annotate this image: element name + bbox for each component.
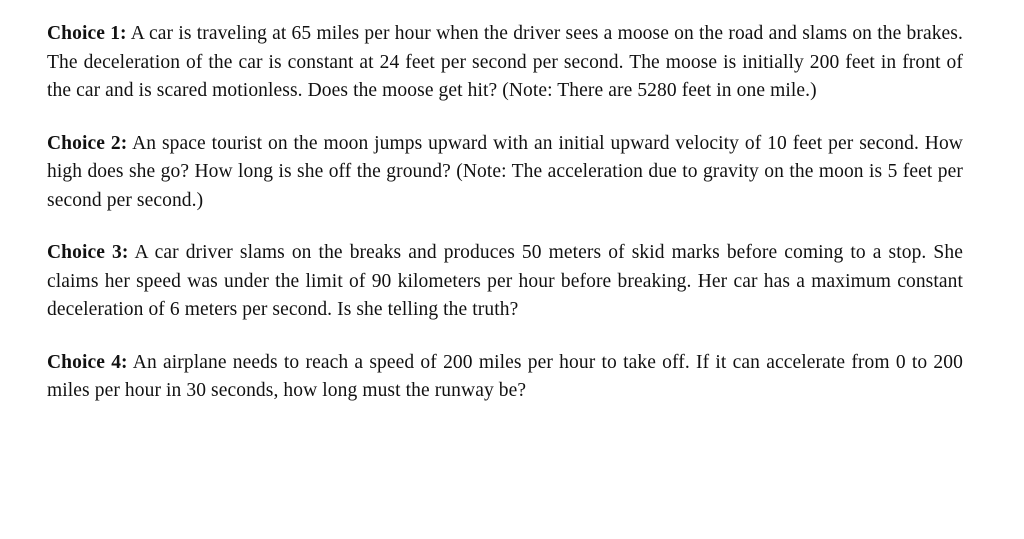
choice-4 — [47, 349, 963, 406]
choice-3-label: Choice 3: — [47, 242, 129, 263]
choice-4-text: An airplane needs to reach a speed of 200 miles per hour to take off. If it can accelerate from 0 to 200 miles per hour in 30 seconds, how long must the runway be? — [47, 351, 963, 401]
choice-2-text: An space tourist on the moon jumps upward with an initial upward velocity of 10 feet per second. How high does she go? How long is she off the ground? (Note: The acceleration due to gravity on the moon is 5 feet per second per second.) — [47, 132, 963, 211]
choice-2 — [47, 130, 963, 216]
problem-document — [47, 20, 963, 430]
choice-4-label: Choice 4: — [47, 351, 128, 373]
choice-3-text: A car driver slams on the breaks and produces 50 meters of skid marks before coming to a stop. She claims her speed was under the limit of 90 kilometers per hour before breaking. Her car has a maximum constant deceleration of 6 meters per second. Is she telling the truth? — [47, 242, 963, 320]
choice-1-text: A car is traveling at 65 miles per hour when the driver sees a moose on the road and slams on the brakes. The deceleration of the car is constant at 24 feet per second per second. The moose is initially 200 feet in front of the car and is scared motionless. Does the moose get hit? (Note: There are 5280 feet in one mile.) — [47, 23, 963, 101]
choice-3 — [47, 239, 963, 325]
choice-1-label: Choice 1: — [47, 23, 127, 44]
choice-2-label: Choice 2: — [47, 132, 128, 154]
choice-1 — [47, 20, 963, 106]
